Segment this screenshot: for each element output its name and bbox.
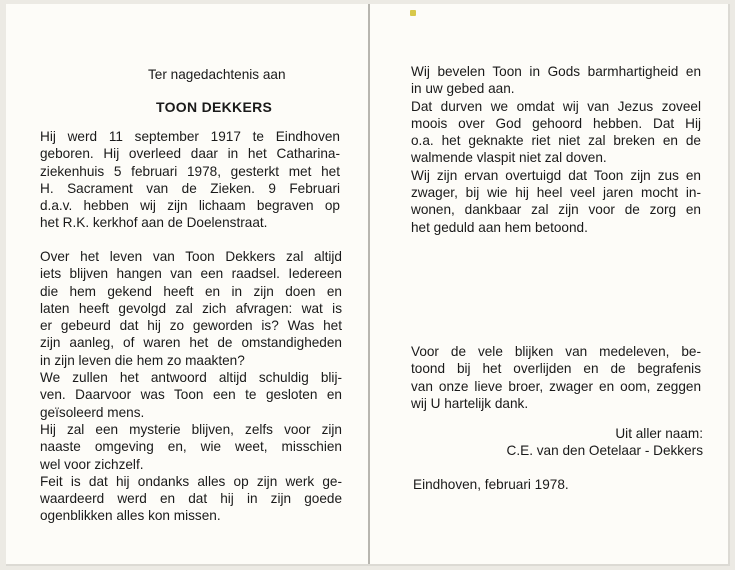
memorial-heading: Ter nagedachtenis aan (148, 67, 286, 82)
text-line: laten heeft gevolgd zal zich afvragen: wat is (40, 300, 342, 316)
text-line: van onze lieve broer, zwager en oom, zeggen (411, 378, 701, 394)
text-line: Voor de vele blijken van medeleven, be- (411, 344, 701, 359)
biography-paragraph (40, 128, 340, 232)
yellow-mark-icon (410, 10, 416, 16)
text-line: Wij zijn ervan overtuigd dat Toon zijn zus en (411, 167, 701, 183)
signatory-name: C.E. van den Oetelaar - Dekkers (506, 443, 703, 458)
text-line: in zijn leven die hem zo maakten? (40, 352, 245, 368)
text-line: geboren. Hij overleed daar in het Catharina- (40, 146, 340, 162)
text-line: iets blijven hangen van een raadsel. Iedereen (40, 266, 342, 282)
text-line: zwager, bij wie hij heel veel jaren mocht in- (411, 185, 701, 201)
text-line: er gebeurd dat hij zo geworden is? Was het (40, 318, 342, 334)
text-line: toond bij het overlijden en de begrafenis (411, 361, 701, 377)
text-line: wel voor zichzelf. (40, 456, 144, 472)
text-line: ogenblikken alles kon missen. (40, 508, 221, 524)
text-line: d.a.v. hebben wij zijn lichaam begraven op (40, 198, 340, 214)
text-line: die hem gekend heeft en in zijn doen en (40, 283, 342, 299)
thanks-paragraph (411, 343, 701, 412)
text-line: ziekenhuis 5 februari 1978, gesterkt met het (40, 163, 340, 179)
text-line: zijn aanleg, of waren het de omstandigheden (40, 335, 342, 351)
text-line: het R.K. kerkhof aan de Doelenstraat. (40, 215, 268, 231)
text-line: Hij zal een mysterie blijven, zelfs voor zijn (40, 421, 342, 437)
text-line: o.a. het geknakte riet niet zal breken en de (411, 133, 701, 149)
prayer-paragraph (411, 63, 701, 236)
text-line: Over het leven van Toon Dekkers zal altijd (40, 249, 342, 264)
memorial-card (6, 4, 730, 566)
text-line: naaste omgeving en, wie weet, misschien (40, 439, 342, 455)
place-date: Eindhoven, februari 1978. (413, 477, 569, 492)
text-line: wonen, dankbaar zal zijn voor de zorg en (411, 202, 701, 218)
text-line: in uw gebed aan. (411, 81, 515, 97)
text-line: wij U hartelijk dank. (411, 395, 529, 411)
reflection-paragraph (40, 248, 342, 525)
text-line: Dat durven we omdat wij van Jezus zoveel (411, 98, 701, 114)
card-fold-line (368, 4, 370, 564)
signature-intro: Uit aller naam: (615, 426, 703, 441)
text-line: moois over God gehoord hebben. Dat Hij (411, 115, 701, 131)
text-line: walmende vlaspit niet zal doven. (411, 150, 607, 166)
text-line: Wij bevelen Toon in Gods barmhartigheid en (411, 64, 701, 79)
text-line: Feit is dat hij ondanks alles op zijn werk ge- (40, 473, 342, 489)
text-line: We zullen het antwoord altijd schuldig blij- (40, 370, 342, 386)
text-line: Hij werd 11 september 1917 te Eindhoven (40, 129, 340, 144)
text-line: het geduld aan hem betoond. (411, 219, 588, 235)
text-line: waardeerd werd en dat hij in zijn goede (40, 491, 342, 507)
text-line: geïsoleerd mens. (40, 404, 145, 420)
text-line: ven. Daarvoor was Toon een te gesloten en (40, 387, 342, 403)
deceased-name: TOON DEKKERS (156, 99, 273, 115)
text-line: H. Sacrament van de Zieken. 9 Februari (40, 180, 340, 196)
